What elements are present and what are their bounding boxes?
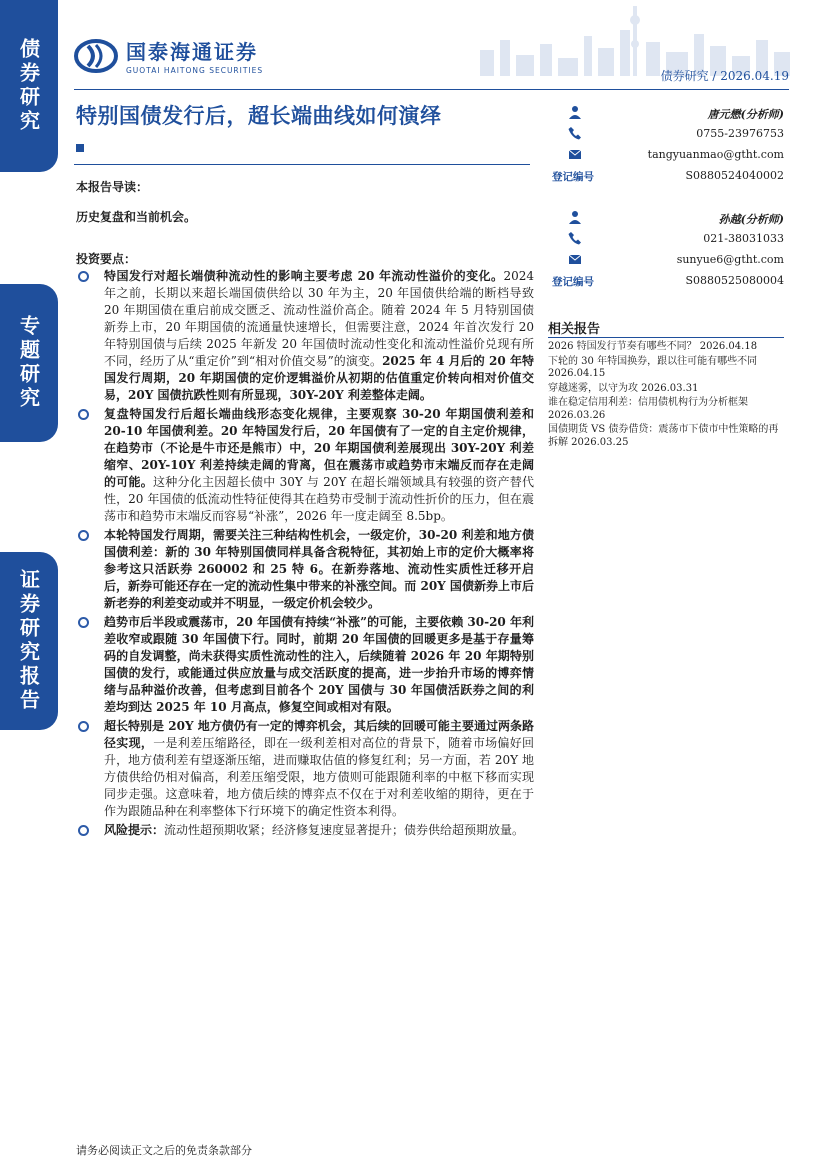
investment-points <box>76 268 534 839</box>
analyst-person-icon <box>568 210 582 224</box>
analyst-phone-row <box>552 229 784 250</box>
analyst-reg-row <box>552 271 784 292</box>
reg-label: 登记编号 <box>552 276 594 288</box>
guide-text: 历史复盘和当前机会。 <box>76 210 197 224</box>
reg-number: S0880525080004 <box>685 274 784 287</box>
bullet-bold: 特国发行对超长端债种流动性的影响主要考虑 20 年流动性溢价的变化。 <box>104 269 504 283</box>
phone-icon <box>568 126 582 140</box>
title-square-icon <box>76 144 84 152</box>
bullet-bold: 风险提示： <box>104 823 165 837</box>
analyst-reg-row <box>552 166 784 187</box>
side-tab-special-research: 专题研究 <box>0 284 58 442</box>
bullet-text: 流动性超预期收紧；经济修复速度显著提升；债券供给超预期放量。 <box>164 823 525 837</box>
analyst-card <box>552 208 784 292</box>
header-category-date: 债券研究 / 2026.04.19 <box>660 69 789 83</box>
analyst-phone-row <box>552 124 784 145</box>
brand-name-en: GUOTAI HAITONG SECURITIES <box>126 66 264 75</box>
analyst-person-icon <box>568 105 582 119</box>
bullet-bold-2: 2025 年 4 月后的 20 年特国发行周期，20 年期国债的定价逻辑溢价从初期的估值重定价转向相对价值交易，20Y 国债抗跌性则有所显现，30Y-20Y 利差整体走阔。 <box>104 354 535 402</box>
brand-name-cn: 国泰海通证券 <box>126 40 258 64</box>
bullet-bold: 本轮特国发行周期，需要关注三种结构性机会，一级定价，30-20 利差和地方债国债利差：新的 30 年特别国债同样具备含税特征，其初始上市的定价大概率将参考这只活跃券 260002 和 25 特 6。在新券落地、流动性实质性迁移开启后，新券可能还存在一定的流动性集中带来的补涨空间。而 20Y 国债新券上市后新老券的利差变动或并不明显，一级定价机会较少。 <box>104 528 534 610</box>
analyst-email[interactable]: sunyue6@gtht.com <box>676 253 784 266</box>
bullet-bold: 超长特别是 20Y 地方债仍有一定的博弈机会，其后续的回暖可能主要通过两条路径实现， <box>104 719 534 750</box>
bullet-point <box>76 268 534 404</box>
bullet-dot-icon <box>78 825 89 836</box>
city-skyline-illustration <box>460 0 800 76</box>
bullet-dot-icon <box>78 617 89 628</box>
brand-logo-icon <box>74 39 118 73</box>
disclaimer-footer: 请务必阅读正文之后的免责条款部分 <box>76 1144 252 1157</box>
side-tab-bond-research: 债券研究 <box>0 0 58 172</box>
analyst-email[interactable]: tangyuanmao@gtht.com <box>647 148 784 161</box>
analyst-name-row <box>552 103 784 124</box>
analyst-email-row <box>552 250 784 271</box>
bullet-point <box>76 718 534 820</box>
side-tab-securities-report: 证券研究报告 <box>0 552 58 730</box>
bullet-dot-icon <box>78 530 89 541</box>
related-report-link[interactable]: 谁在稳定信用利差：信用债机构行为分析框架 2026.03.26 <box>548 397 748 421</box>
analyst-phone: 021-38031033 <box>703 232 784 245</box>
related-report-link[interactable]: 国债期货 VS 债券借贷：震荡市下债市中性策略的再拆解 2026.03.25 <box>548 424 779 448</box>
bullet-text: 这种分化主因超长债中 30Y 与 20Y 在超长端领域具有较强的资产替代性，20 年国债的低流动性特征使得其在趋势市受制于流动性折价的压力，但在震荡市和趋势市末端反而容易“补涨”，2026 年一度走阔至 8.5bp。 <box>104 475 534 523</box>
related-reports-list <box>548 340 788 450</box>
header-divider <box>74 89 789 90</box>
points-label: 投资要点： <box>76 252 137 266</box>
analyst-name: 唐元懋(分析师) <box>707 108 784 121</box>
bullet-bold: 趋势市后半段或震荡市，20 年国债有持续“补涨”的可能，主要依赖 30-20 年利差收窄或跟随 30 年国债下行。同时，前期 20 年国债的回暖更多是基于存量筹码的自发调整，尚未获得实质性流动性的注入，后续随着 2026 年 20 年期特别国债的发行，或能通过供应放量与成交活跃度的提高，进一步抬升市场的博弈情绪与品种溢价改善，但考虑到目前各个 20Y 国债与 30 年国债活跃券之间的利差均到达 2025 年 10 月高点，修复空间或相对有限。 <box>104 615 534 714</box>
phone-icon <box>568 231 582 245</box>
title-divider <box>74 164 530 165</box>
related-report-link[interactable]: 穿越迷雾，以守为攻 2026.03.31 <box>548 382 699 394</box>
related-reports-title: 相关报告 <box>548 322 601 337</box>
analyst-name: 孙越(分析师) <box>718 213 784 226</box>
bullet-text: 2024 年之前，长期以来超长端国债供给以 30 年为主，20 年国债供给端的断档导致 20 年期国债在重启前成交匮乏、流动性溢价高企。随着 2024 年 5 月特别国债新券上市，20 年期国债的流通量快速增长，但需要注意，2024 年首次发行 20 年特别国债与后续 2025 年新发 20 年国债时流动性变化和流动性溢价兑现有所不同，经历了从“重定价”到“相对价值交易”的演变。 <box>104 269 534 368</box>
bullet-point <box>76 822 534 839</box>
reg-number: S0880524040002 <box>685 169 784 182</box>
bullet-point <box>76 614 534 716</box>
bullet-text: 一是利差压缩路径，即在一级利差相对高位的背景下，随着市场偏好回升，地方债利差有望逐渐压缩，进而赚取估值的修复红利；另一方面，若 20Y 地方债供给仍相对偏高，利差压缩受限，地方债则可能跟随利率的中枢下移而实现同步走强。这意味着，地方债后续的博弈点不仅在于对利差收缩的期待，更在于作为跟随品种在利率整体下行环境下的确定性资本利得。 <box>104 736 534 818</box>
related-reports-divider <box>548 337 784 338</box>
bullet-point <box>76 406 534 525</box>
report-title: 特别国债发行后，超长端曲线如何演绎 <box>76 104 442 128</box>
guide-label: 本报告导读： <box>76 180 149 194</box>
brand-logo <box>74 36 263 75</box>
reg-label: 登记编号 <box>552 171 594 183</box>
email-icon <box>568 147 582 161</box>
bullet-dot-icon <box>78 409 89 420</box>
bullet-bold: 复盘特国发行后超长端曲线形态变化规律，主要观察 30-20 年期国债利差和 20-10 年国债利差。20 年特国发行后，20 年国债有了一定的自主定价规律，在趋势市（不论是牛市还是熊市）中，20 年期国债利差展现出 30Y-20Y 利差缩窄、20Y-10Y 利差持续走阔的背离，但在震荡市或趋势市末端反而存在走阔的可能。 <box>104 407 534 489</box>
related-report-link[interactable]: 2026 特国发行节奏有哪些不同？ 2026.04.18 <box>548 341 758 352</box>
analyst-phone: 0755-23976753 <box>696 127 784 140</box>
analyst-email-row <box>552 145 784 166</box>
bullet-point <box>76 527 534 612</box>
analyst-name-row <box>552 208 784 229</box>
email-icon <box>568 252 582 266</box>
bullet-dot-icon <box>78 721 89 732</box>
related-report-link[interactable]: 下轮的 30 年特国换券，跟以往可能有哪些不同 2026.04.15 <box>548 355 758 379</box>
analyst-card <box>552 103 784 187</box>
bullet-dot-icon <box>78 271 89 282</box>
